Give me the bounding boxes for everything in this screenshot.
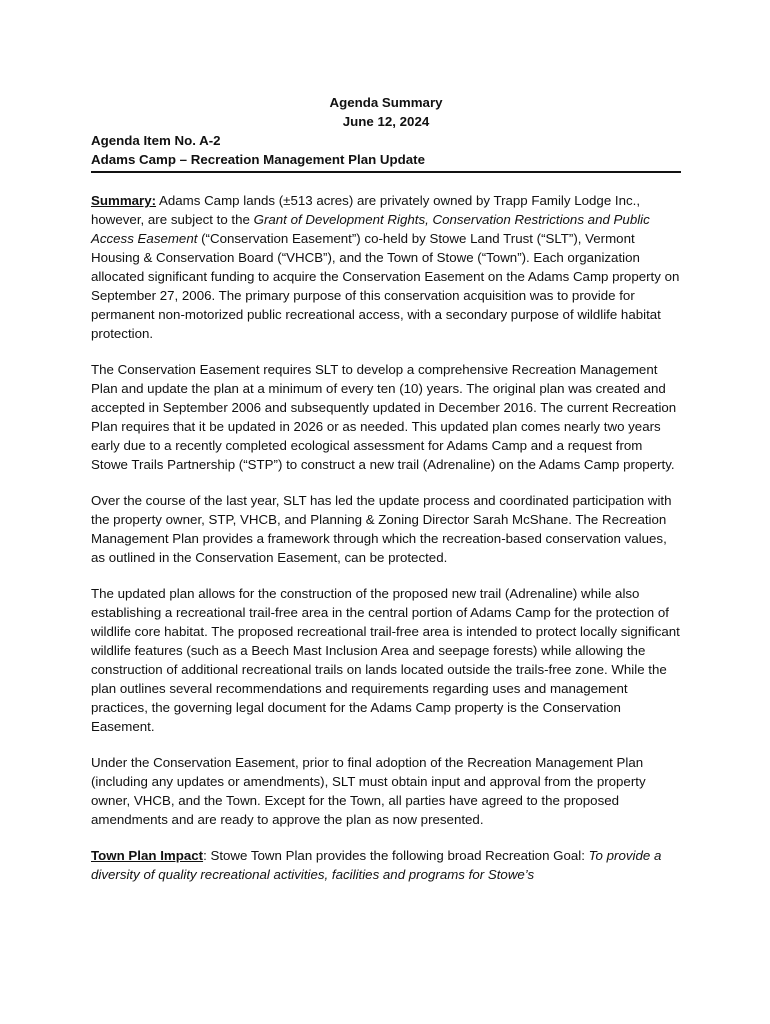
paragraph-recreation-plan: The Conservation Easement requires SLT to develop a comprehensive Recreation Management Plan and update the plan at a minimum of every ten (10) years. The original plan was created and accepted in September 2006 and subsequently updated in December 2016. The current Recreation Plan requires that it be updated in 2026 or as needed. This updated plan comes nearly two years early due to a recently completed ecological assessment for Adams Camp and a request from Stowe Trails Partnership (“STP”) to construct a new trail (Adrenaline) on the Adams Camp property. — [91, 362, 677, 472]
town-plan-paragraph — [91, 846, 681, 884]
paragraph-update-process: Over the course of the last year, SLT has led the update process and coordinated participation with the property owner, STP, VHCB, and Planning & Zoning Director Sarah McShane. The Recreation Management Plan provides a framework through which the recreation-based conservation values, as outlined in the Conservation Easement, can be protected. — [91, 493, 672, 565]
paragraph-updated-plan: The updated plan allows for the construction of the proposed new trail (Adrenaline) while also establishing a recreational trail-free area in the central portion of Adams Camp for the protection of wildlife core habitat. The proposed recreational trail-free area is intended to protect locally significant wildlife features (such as a Beech Mast Inclusion Area and seepage forests) while allowing the construction of additional recreational trails on lands located outside the trails-free zone. While the plan outlines several recommendations and requirements regarding uses and management practices, the governing legal document for the Adams Camp property is the Conservation Easement. — [91, 586, 680, 734]
town-plan-text: : Stowe Town Plan provides the following broad Recreation Goal: — [203, 848, 589, 863]
header-divider — [91, 171, 681, 173]
document-body — [91, 93, 681, 884]
town-plan-label: Town Plan Impact — [91, 848, 204, 863]
document-title: Agenda Summary — [329, 95, 443, 110]
agenda-item-title: Adams Camp – Recreation Management Plan Update — [91, 152, 425, 167]
easement-title: Grant of Development Rights, Conservation Restrictions and Public Access Easement — [91, 212, 650, 246]
summary-label: Summary: — [91, 193, 157, 208]
summary-text-1: Adams Camp lands (±513 acres) are privately owned by Trapp Family Lodge Inc., however, are subject to the — [91, 193, 641, 227]
summary-paragraph — [91, 191, 681, 343]
summary-text-2: (“Conservation Easement”) co-held by Stowe Land Trust (“SLT”), Vermont Housing & Conservation Board (“VHCB”), and the Town of Stowe (“Town”). Each organization allocated significant funding to acquire the Conservation Easement on the Adams Camp property on September 27, 2006. The primary purpose of this conservation acquisition was to provide for permanent non-motorized public recreational access, with a secondary purpose of wildlife habitat protection. — [91, 231, 680, 341]
town-plan-goal: To provide a diversity of quality recreational activities, facilities and programs for Stowe’s — [91, 848, 662, 882]
document-date: June 12, 2024 — [342, 114, 430, 129]
paragraph-approval: Under the Conservation Easement, prior to final adoption of the Recreation Management Plan (including any updates or amendments), SLT must obtain input and approval from the property owner, VHCB, and the Town. Except for the Town, all parties have agreed to the proposed amendments and are ready to approve the plan as now presented. — [91, 755, 646, 827]
agenda-item-number: Agenda Item No. A-2 — [91, 133, 221, 148]
